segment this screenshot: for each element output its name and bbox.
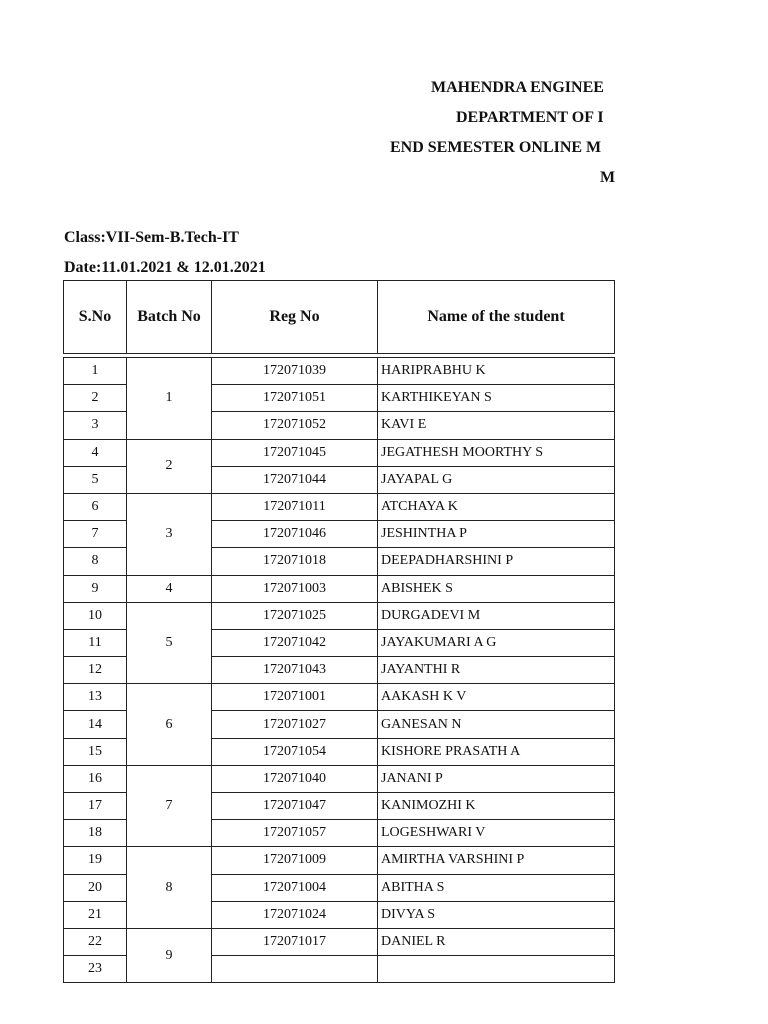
cell-sno: 4 (64, 439, 127, 466)
cell-reg-no: 172071057 (212, 820, 378, 847)
table-row (64, 602, 615, 629)
cell-reg-no: 172071003 (212, 575, 378, 602)
cell-student-name: AMIRTHA VARSHINI P (378, 847, 615, 874)
cell-student-name: ABISHEK S (378, 575, 615, 602)
student-table-container (63, 280, 615, 977)
cell-sno: 12 (64, 657, 127, 684)
document-header (0, 0, 614, 200)
cell-reg-no (212, 956, 378, 983)
cell-sno: 22 (64, 928, 127, 955)
cell-sno: 17 (64, 793, 127, 820)
cell-student-name: KISHORE PRASATH A (378, 738, 615, 765)
cell-student-name: LOGESHWARI V (378, 820, 615, 847)
cell-batch: 4 (127, 575, 212, 602)
cell-reg-no: 172071039 (212, 358, 378, 385)
cell-student-name: GANESAN N (378, 711, 615, 738)
cell-sno: 6 (64, 493, 127, 520)
cell-batch: 5 (127, 602, 212, 684)
cell-reg-no: 172071009 (212, 847, 378, 874)
cell-sno: 16 (64, 765, 127, 792)
cell-batch: 1 (127, 358, 212, 440)
cell-sno: 9 (64, 575, 127, 602)
table-row (64, 439, 615, 466)
cell-student-name: DANIEL R (378, 928, 615, 955)
header-line-4: M (600, 169, 616, 186)
cell-sno: 18 (64, 820, 127, 847)
student-table (63, 280, 615, 983)
cell-student-name: JEGATHESH MOORTHY S (378, 439, 615, 466)
cell-sno: 11 (64, 629, 127, 656)
cell-sno: 21 (64, 901, 127, 928)
cell-student-name: ABITHA S (378, 874, 615, 901)
cell-student-name (378, 956, 615, 983)
table-row (64, 928, 615, 955)
cell-sno: 23 (64, 956, 127, 983)
cell-reg-no: 172071018 (212, 548, 378, 575)
date-label: Date:11.01.2021 & 12.01.2021 (64, 259, 266, 276)
cell-batch: 8 (127, 847, 212, 929)
cell-reg-no: 172071024 (212, 901, 378, 928)
cell-reg-no: 172071017 (212, 928, 378, 955)
cell-student-name: DURGADEVI M (378, 602, 615, 629)
cell-sno: 8 (64, 548, 127, 575)
cell-reg-no: 172071054 (212, 738, 378, 765)
cell-student-name: ATCHAYA K (378, 493, 615, 520)
col-header-name: Name of the student (378, 281, 615, 354)
cell-reg-no: 172071001 (212, 684, 378, 711)
cell-student-name: KARTHIKEYAN S (378, 385, 615, 412)
exam-title: END SEMESTER ONLINE M (390, 139, 602, 156)
cell-sno: 20 (64, 874, 127, 901)
table-body (64, 354, 615, 983)
cell-student-name: DIVYA S (378, 901, 615, 928)
cell-batch: 7 (127, 765, 212, 847)
cell-reg-no: 172071046 (212, 521, 378, 548)
cell-reg-no: 172071044 (212, 466, 378, 493)
cell-sno: 5 (64, 466, 127, 493)
cell-sno: 13 (64, 684, 127, 711)
cell-student-name: KANIMOZHI K (378, 793, 615, 820)
cell-student-name: HARIPRABHU K (378, 358, 615, 385)
cell-student-name: AAKASH K V (378, 684, 615, 711)
cell-student-name: JAYANTHI R (378, 657, 615, 684)
cell-student-name: JESHINTHA P (378, 521, 615, 548)
cell-reg-no: 172071045 (212, 439, 378, 466)
cell-reg-no: 172071047 (212, 793, 378, 820)
table-row (64, 575, 615, 602)
cell-student-name: JAYAKUMARI A G (378, 629, 615, 656)
cell-sno: 2 (64, 385, 127, 412)
cell-sno: 19 (64, 847, 127, 874)
col-header-sno: S.No (64, 281, 127, 354)
cell-reg-no: 172071004 (212, 874, 378, 901)
table-header-row (64, 281, 615, 354)
cell-reg-no: 172071027 (212, 711, 378, 738)
cell-sno: 7 (64, 521, 127, 548)
table-row (64, 765, 615, 792)
cell-sno: 14 (64, 711, 127, 738)
cell-student-name: DEEPADHARSHINI P (378, 548, 615, 575)
table-row (64, 847, 615, 874)
cell-student-name: JAYAPAL G (378, 466, 615, 493)
cell-batch: 3 (127, 493, 212, 575)
cell-batch: 9 (127, 928, 212, 982)
class-label: Class:VII-Sem-B.Tech-IT (64, 229, 239, 246)
cell-sno: 3 (64, 412, 127, 439)
cell-reg-no: 172071043 (212, 657, 378, 684)
col-header-batch: Batch No (127, 281, 212, 354)
table-row (64, 493, 615, 520)
cell-reg-no: 172071051 (212, 385, 378, 412)
table-row (64, 684, 615, 711)
department-name: DEPARTMENT OF I (456, 109, 604, 126)
cell-reg-no: 172071025 (212, 602, 378, 629)
cell-batch: 2 (127, 439, 212, 493)
cell-sno: 1 (64, 358, 127, 385)
col-header-reg: Reg No (212, 281, 378, 354)
cell-reg-no: 172071040 (212, 765, 378, 792)
cell-sno: 10 (64, 602, 127, 629)
cell-reg-no: 172071042 (212, 629, 378, 656)
cell-sno: 15 (64, 738, 127, 765)
cell-student-name: KAVI E (378, 412, 615, 439)
cell-batch: 6 (127, 684, 212, 766)
cell-reg-no: 172071011 (212, 493, 378, 520)
cell-reg-no: 172071052 (212, 412, 378, 439)
cell-student-name: JANANI P (378, 765, 615, 792)
table-row (64, 358, 615, 385)
college-name: MAHENDRA ENGINEE (431, 79, 604, 96)
